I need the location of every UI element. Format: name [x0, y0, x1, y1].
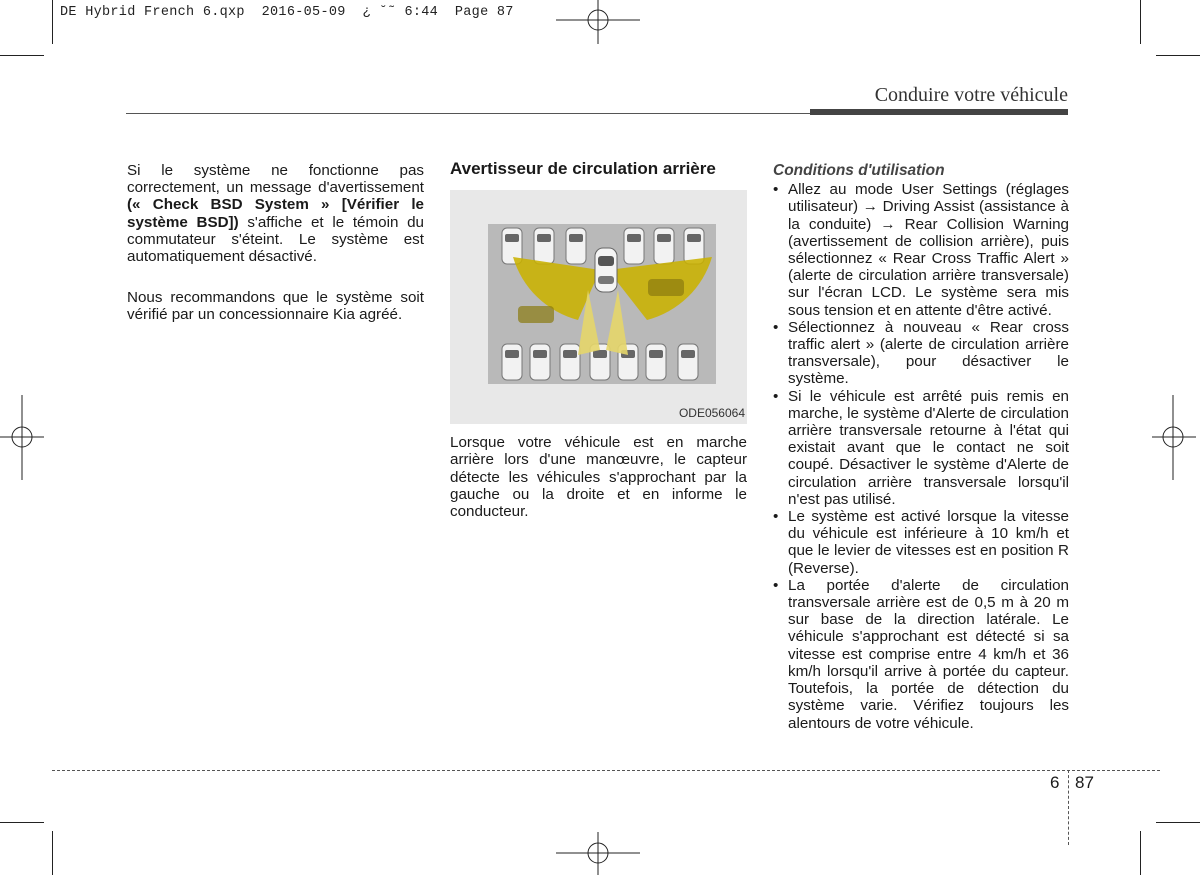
footer-rule	[52, 770, 1160, 771]
page-number: 87	[1075, 773, 1094, 792]
conditions-list	[773, 181, 1069, 732]
parked-car	[502, 344, 522, 380]
chapter-number: 6	[1050, 773, 1060, 792]
running-header-title: Conduire votre véhicule	[874, 84, 1068, 106]
parked-car	[654, 228, 674, 264]
rear-cross-traffic-figure	[450, 190, 747, 424]
print-slug: DE Hybrid French 6.qxp 2016-05-09 ¿ ˘˜ 6:44 Page 87	[60, 5, 514, 20]
paragraph-description: Lorsque votre véhicule est en marche arrière lors d'une manœuvre, le capteur détecte les véhicules s'approchant par la gauche ou la droite et en informe le conducteur.	[450, 434, 747, 521]
section-title: Avertisseur de circulation arrière	[450, 159, 716, 178]
parked-car	[678, 344, 698, 380]
footer-divider	[1068, 770, 1069, 845]
parked-car	[624, 228, 644, 264]
parking-illustration	[450, 190, 747, 424]
paragraph-warning-pre: Si le système ne fonctionne pas correctement, un message d'avertissement	[127, 162, 424, 197]
column-right	[773, 162, 1069, 732]
column-left	[127, 162, 424, 348]
column-middle	[450, 160, 747, 520]
paragraph-warning-post: s'affiche et le témoin du commutateur s'éteint. Le système est automatiquement désactivé.	[127, 213, 424, 266]
parked-car	[566, 228, 586, 264]
header-bar	[810, 109, 1068, 115]
list-item: • Si le véhicule est arrêté puis remis en marche, le système d'Alerte de circulation arrière transversale retourne à l'état qui existait avant que le contact ne soit coupé. Désactiver le système d'Alerte de circulation arrière transversale lorsqu'il n'est pas utilisé.	[773, 388, 1069, 508]
figure-code: ODE056064	[678, 406, 745, 420]
conditions-title: Conditions d'utilisation	[773, 162, 945, 179]
parked-car	[560, 344, 580, 380]
list-item: • La portée d'alerte de circulation transversale arrière est de 0,5 m à 20 m sur base de la direction latérale. Le véhicule s'approchant est détecté si sa vitesse est comprise entre 4 km/h et 36 km/h lorsqu'il arrive à portée du capteur. Toutefois, la portée de détection du système varie. Vérifiez toujours les alentours de votre véhicule.	[773, 577, 1069, 732]
header-rule	[126, 113, 810, 114]
paragraph-recommendation: Nous recommandons que le système soit vérifié par un concessionnaire Kia agréé.	[127, 289, 424, 324]
parked-car	[530, 344, 550, 380]
paragraph-warning-bold: (« Check BSD System » [Vérifier le système BSD])	[127, 196, 424, 231]
parked-car	[534, 228, 554, 264]
paragraph-warning	[127, 162, 424, 265]
list-item: • Allez au mode User Settings (réglages utilisateur) → Driving Assist (assistance à la conduite) → Rear Collision Warning (avertissement de collision arrière), puis sélectionnez « Rear Cross Traffic Alert » (alerte de circulation arrière transversale) sur l'écran LCD. Le système sera mis sous tension et en attente d'être activé.	[773, 181, 1069, 319]
list-item: • Le système est activé lorsque la vitesse du véhicule est inférieure à 10 km/h et que le levier de vitesses est en position R (Reverse).	[773, 508, 1069, 577]
parked-car	[646, 344, 666, 380]
list-item: • Sélectionnez à nouveau « Rear cross traffic alert » (alerte de circulation arrière transversale), pour désactiver le système.	[773, 319, 1069, 388]
